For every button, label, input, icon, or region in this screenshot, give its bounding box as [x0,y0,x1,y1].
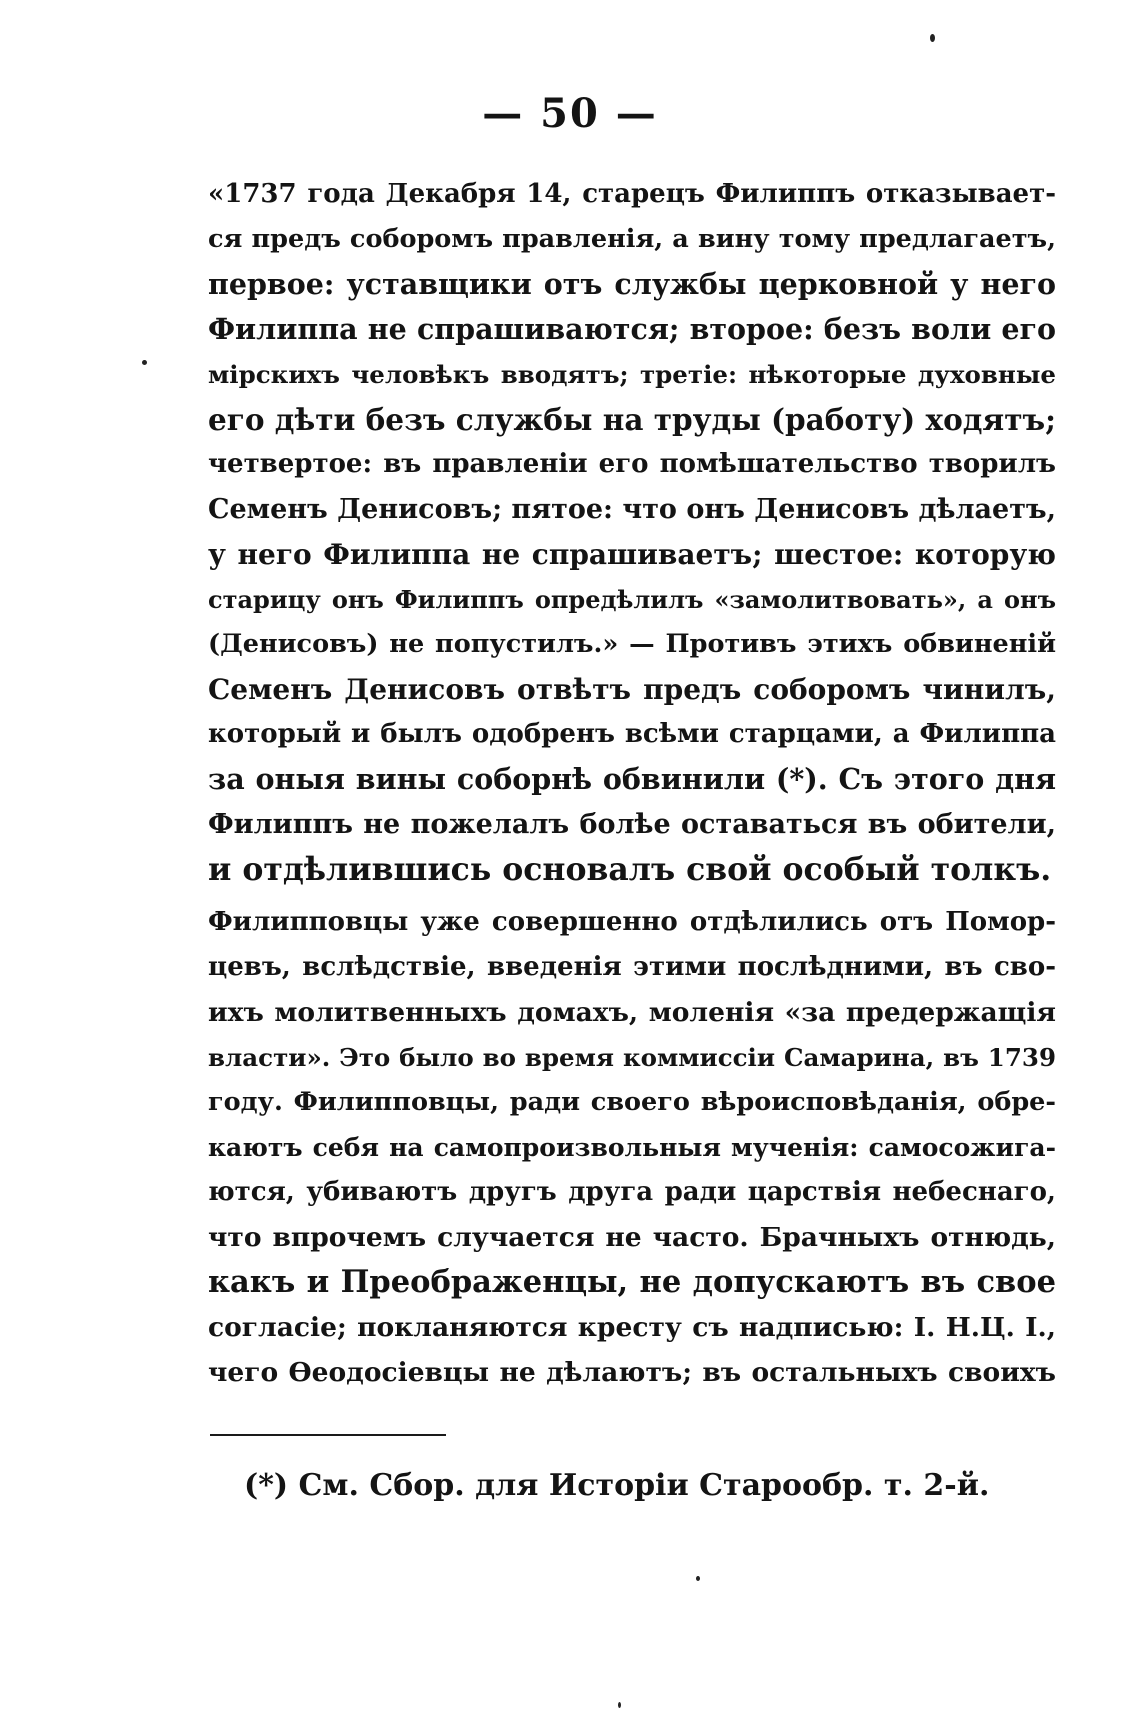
text-line: (Денисовъ) не попустилъ.» — Противъ этихъ обвиненій [208,629,1056,659]
text-line: каютъ себя на самопроизвольныя мученія: самосожига- [208,1133,1056,1162]
paragraph-1 [208,172,1056,892]
text-line: старицу онъ Филиппъ опредѣлилъ «замолитвовать», а онъ [208,585,1056,614]
print-speck [696,1576,700,1581]
text-line: ются, убиваютъ другъ друга ради царствія небеснаго, [208,1177,1056,1207]
page-number: — 50 — [482,90,658,137]
text-line: Филиппа не спрашиваются; второе: безъ воли его [208,312,1056,346]
text-line: у него Филиппа не спрашиваетъ; шестое: которую [208,538,1056,571]
text-line: Семенъ Денисовъ; пятое: что онъ Денисовъ дѣлаетъ, [208,494,1056,525]
text-line: и отдѣлившись основалъ свой особый толкъ. [208,851,1052,888]
print-speck [142,360,147,365]
footnote-divider [210,1434,446,1436]
text-line: первое: уставщики отъ службы церковной у него [208,267,1056,301]
text-line: четвертое: въ правленіи его помѣшательство творилъ [208,449,1056,479]
print-speck [618,1702,621,1708]
text-line: Филиппъ не пожелалъ болѣе оставаться въ обители, [208,809,1056,840]
text-line: за оныя вины соборнѣ обвинили (*). Съ этого дня [208,762,1056,796]
text-line: который и былъ одобренъ всѣми старцами, а Филиппа [208,719,1056,749]
print-speck [930,34,935,42]
text-line: Семенъ Денисовъ отвѣтъ предъ соборомъ чинилъ, [208,673,1056,706]
text-line: мірскихъ человѣкъ вводятъ; третіе: нѣкоторые духовные [208,360,1056,389]
text-line: «1737 года Декабря 14, старецъ Филиппъ отказывает- [208,179,1056,209]
text-line: власти». Это было во время коммиссіи Самарина, въ 1739 [208,1043,1056,1072]
text-line: какъ и Преображенцы, не допускаютъ въ свое [208,1264,1056,1300]
text-line: его дѣти безъ службы на труды (работу) ходятъ; [208,402,1056,437]
text-line: цевъ, вслѣдствіе, введенія этими послѣдними, въ сво- [208,952,1056,982]
text-line: ся предъ соборомъ правленія, а вину тому предлагаетъ, [208,224,1056,254]
text-line: году. Филипповцы, ради своего вѣроисповѣданія, обре- [208,1087,1056,1117]
text-line: что впрочемъ случается не часто. Брачныхъ отнюдь, [208,1222,1056,1253]
text-line: согласіе; покланяются кресту съ надписью: І. Н.Ц. І., [208,1312,1056,1343]
text-line: чего Ѳеодосіевцы не дѣлаютъ; въ остальныхъ своихъ [208,1357,1056,1388]
text-line: Филипповцы уже совершенно отдѣлились отъ Помор- [208,907,1056,937]
paragraph-2 [208,900,1056,1395]
footnote: (*) См. Сбор. для Исторіи Старообр. т. 2-й. [244,1468,990,1503]
text-line: ихъ молитвенныхъ домахъ, моленія «за предержащія [208,997,1056,1028]
